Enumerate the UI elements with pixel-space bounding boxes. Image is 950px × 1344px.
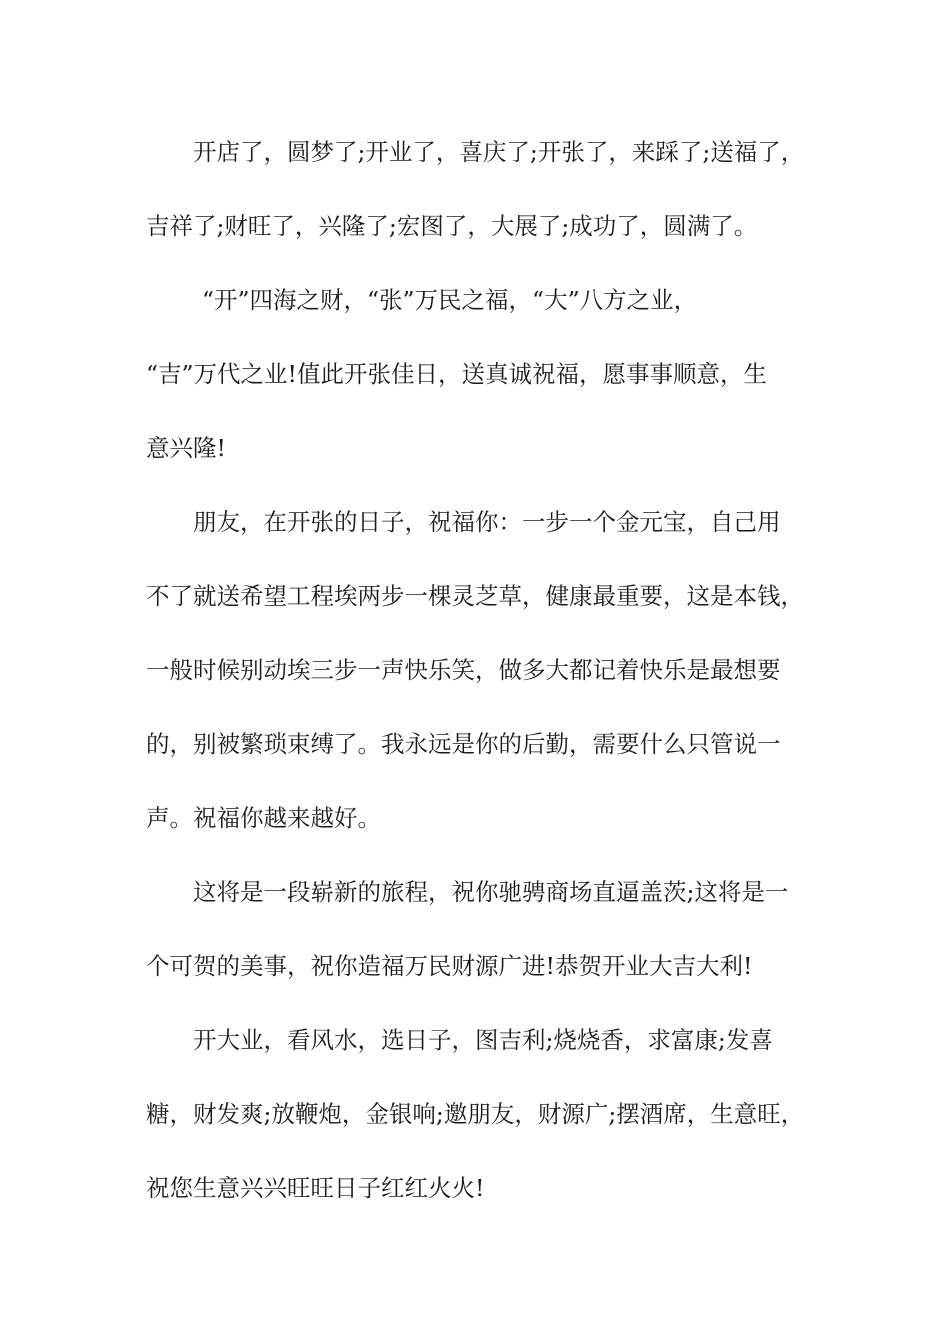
text-line: 这将是一段崭新的旅程，祝你驰骋商场直逼盖茨;这将是一 bbox=[193, 878, 789, 906]
text-line: “吉”万代之业!值此开张佳日，送真诚祝福，愿事事顺意，生 bbox=[146, 360, 767, 388]
text-line: 不了就送希望工程埃两步一棵灵芝草，健康最重要，这是本钱， bbox=[146, 582, 804, 610]
paragraph-1 bbox=[146, 115, 826, 263]
text-line: 意兴隆! bbox=[146, 434, 226, 462]
paragraph-5 bbox=[146, 1003, 826, 1225]
text-line: 吉祥了;财旺了，兴隆了;宏图了，大展了;成功了，圆满了。 bbox=[146, 212, 758, 240]
text-line: 开店了，圆梦了;开业了，喜庆了;开张了，来踩了;送福了， bbox=[193, 138, 805, 166]
paragraph-4 bbox=[146, 855, 826, 1003]
text-line: 祝您生意兴兴旺旺日子红红火火! bbox=[146, 1174, 485, 1202]
text-line: 糖，财发爽;放鞭炮，金银响;邀朋友，财源广;摆酒席，生意旺， bbox=[146, 1100, 805, 1128]
paragraph-3 bbox=[146, 485, 826, 855]
document-body bbox=[146, 115, 826, 1225]
text-line: 个可贺的美事，祝你造福万民财源广进!恭贺开业大吉大利! bbox=[146, 952, 753, 980]
text-line: 朋友，在开张的日子，祝福你：一步一个金元宝，自己用 bbox=[193, 508, 781, 536]
text-line: 的，别被繁琐束缚了。我永远是你的后勤，需要什么只管说一 bbox=[146, 730, 781, 758]
text-line: “开”四海之财，“张”万民之福，“大”八方之业， bbox=[202, 286, 698, 314]
text-line: 一般时候别动埃三步一声快乐笑，做多大都记着快乐是最想要 bbox=[146, 656, 781, 684]
paragraph-2 bbox=[146, 263, 826, 485]
text-line: 开大业，看风水，选日子，图吉利;烧烧香，求富康;发喜 bbox=[193, 1026, 773, 1054]
text-line: 声。祝福你越来越好。 bbox=[146, 804, 381, 832]
